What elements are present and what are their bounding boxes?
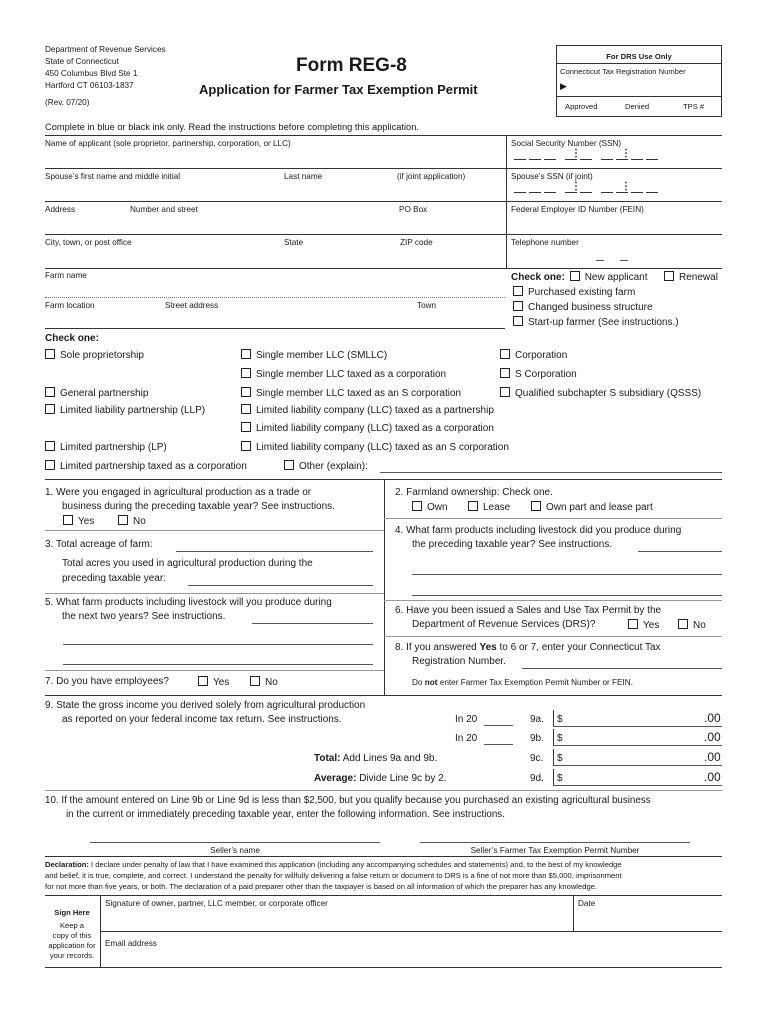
line-9c-dollar: $ <box>557 753 563 764</box>
smllc-checkbox[interactable] <box>241 349 251 359</box>
spouse-ssn-label: Spouse’s SSN (if joint) <box>511 172 593 181</box>
q10-text-b: in the current or immediately preceding taxable year, enter the following information. See instructions. <box>66 809 505 820</box>
q3-acreage-input[interactable] <box>176 551 373 552</box>
q1-no-option <box>118 515 146 527</box>
q7-no-checkbox[interactable] <box>250 676 260 686</box>
agency-name: Department of Revenue Services <box>45 45 166 54</box>
general-partnership-label: General partnership <box>60 388 149 399</box>
startup-checkbox[interactable] <box>513 316 523 326</box>
agency-state: State of Connecticut <box>45 57 119 66</box>
reg-number-label: Connecticut Tax Registration Number <box>560 67 686 76</box>
keep-copy-4: your records. <box>49 951 95 960</box>
q1-yes-option <box>63 515 94 527</box>
applicant-name-label: Name of applicant (sole proprietor, partnership, corporation, or LLC) <box>45 139 291 148</box>
q2-lease-option <box>468 501 510 513</box>
line-9d-dollar: $ <box>557 773 563 784</box>
line-9b-amount-input[interactable] <box>553 745 722 746</box>
q4-input-2[interactable] <box>412 574 722 575</box>
changed-option <box>513 301 653 313</box>
llc-corp-label: Limited liability company (LLC) taxed as a corporation <box>256 423 494 434</box>
line-9b-year-input[interactable] <box>484 744 513 745</box>
farm-name-label: Farm name <box>45 271 87 280</box>
tps-label: TPS # <box>683 102 705 111</box>
q6-no-checkbox[interactable] <box>678 619 688 629</box>
llc-partnership-checkbox[interactable] <box>241 404 251 414</box>
lp-checkbox[interactable] <box>45 441 55 451</box>
q8-text-pre: 8. If you answered <box>395 642 480 653</box>
signature-input[interactable] <box>101 910 572 930</box>
agency-address-2: Hartford CT 06103-1837 <box>45 81 134 90</box>
town-label: Town <box>417 301 437 310</box>
q3-text: 3. Total acreage of farm: <box>45 539 153 550</box>
q6-text-b: Department of Revenue Services (DRS)? <box>412 619 596 630</box>
q9-text-b: as reported on your federal income tax return. See instructions. <box>62 714 342 725</box>
q8-text-b: Registration Number. <box>412 656 506 667</box>
llp-checkbox[interactable] <box>45 404 55 414</box>
general-partnership-checkbox[interactable] <box>45 387 55 397</box>
ssn-label: Social Security Number (SSN) <box>511 139 622 148</box>
corporation-checkbox[interactable] <box>500 349 510 359</box>
q8-note-pre: Do <box>412 678 425 687</box>
q9-text-a: 9. State the gross income you derived solely from agricultural production <box>45 700 366 711</box>
q2-own-label: Own <box>427 502 448 513</box>
q2-text: 2. Farmland ownership: Check one. <box>395 487 553 498</box>
qsss-checkbox[interactable] <box>500 387 510 397</box>
signature-label: Signature of owner, partner, LLC member, or corporate officer <box>105 899 328 908</box>
s-corp-option <box>500 368 577 380</box>
q3-b-text-2: preceding taxable year: <box>62 573 166 584</box>
smllc-s-label: Single member LLC taxed as an S corporation <box>256 388 462 399</box>
q1-no-label: No <box>133 516 146 527</box>
q1-text-a: 1. Were you engaged in agricultural production as a trade or <box>45 487 312 498</box>
line-9b-label: 9b. <box>530 733 544 744</box>
zip-label: ZIP code <box>400 238 433 247</box>
smllc-option <box>241 349 387 361</box>
date-label: Date <box>578 899 596 908</box>
date-input[interactable] <box>574 910 721 930</box>
line-9b-dollar: $ <box>557 733 563 744</box>
q4-input-1[interactable] <box>638 551 722 552</box>
sole-prop-option <box>45 349 144 361</box>
declaration-text-1: I declare under penalty of law that I have examined this application (including any accompanying schedules and statements) and, to the best of my knowledge <box>88 860 622 869</box>
line-9c-text <box>314 753 437 764</box>
denied-label: Denied <box>625 102 650 111</box>
email-input[interactable] <box>101 948 721 966</box>
q1-yes-label: Yes <box>78 516 95 527</box>
llc-s-option <box>241 441 509 453</box>
lp-option <box>45 441 167 453</box>
startup-option <box>513 316 679 328</box>
street-address-label: Street address <box>165 301 219 310</box>
startup-label: Start-up farmer (See instructions.) <box>528 317 679 328</box>
keep-copy-3: application for <box>48 941 96 950</box>
agency-address-1: 450 Columbus Blvd Ste 1 <box>45 69 138 78</box>
smllc-label: Single member LLC (SMLLC) <box>256 350 388 361</box>
llc-s-label: Limited liability company (LLC) taxed as an S corporation <box>256 442 509 453</box>
q8-note-not: not <box>424 678 438 687</box>
q8-note-post: enter Farmer Tax Exemption Permit Number or FEIN. <box>437 678 633 687</box>
drs-use-box <box>556 45 722 117</box>
line-9a-label: 9a. <box>530 714 544 725</box>
q5-text-a: 5. What farm products including livestock will you produce during <box>45 597 332 608</box>
keep-copy-1: Keep a <box>59 921 85 930</box>
line-9c-cents: .00 <box>704 750 721 764</box>
purchased-option <box>513 286 635 298</box>
purchased-label: Purchased existing farm <box>528 287 636 298</box>
lp-corp-checkbox[interactable] <box>45 460 55 470</box>
farm-location-label: Farm location <box>45 301 95 310</box>
purchased-checkbox[interactable] <box>513 286 523 296</box>
q6-no-label: No <box>693 620 706 631</box>
general-partnership-option <box>45 387 148 399</box>
line-9d-amount-input[interactable] <box>553 785 722 786</box>
q7-yes-checkbox[interactable] <box>198 676 208 686</box>
address-label: Address <box>45 205 76 214</box>
q8-text-yes: Yes <box>479 642 497 653</box>
q1-text-b: business during the preceding taxable year? See instructions. <box>62 501 335 512</box>
other-label: Other (explain): <box>299 461 368 472</box>
smllc-s-checkbox[interactable] <box>241 387 251 397</box>
joint-application-label: (if joint application) <box>397 172 466 181</box>
form-title: Form REG-8 <box>296 55 407 76</box>
ssn-input[interactable] <box>514 152 661 163</box>
line-9c-label: 9c. <box>530 753 544 764</box>
line-9a-prefix: In 20 <box>455 714 478 725</box>
renewal-checkbox[interactable] <box>664 271 674 281</box>
sole-prop-checkbox[interactable] <box>45 349 55 359</box>
line-9a-year-input[interactable] <box>484 725 513 726</box>
q8-text-a <box>395 642 661 653</box>
q6-yes-label: Yes <box>643 620 660 631</box>
seller-permit-label: Seller’s Farmer Tax Exemption Permit Number <box>470 846 640 855</box>
q2-own-option <box>412 501 448 513</box>
lp-corp-option <box>45 460 247 472</box>
q7-yes-option <box>198 676 229 688</box>
email-label: Email address <box>105 939 157 948</box>
fein-label: Federal Employer ID Number (FEIN) <box>511 205 644 214</box>
q8-note <box>412 678 633 687</box>
q4-text-b: the preceding taxable year? See instructions. <box>412 539 613 550</box>
corporation-option <box>500 349 567 361</box>
line-9d-cents: .00 <box>704 770 721 784</box>
q2-lease-label: Lease <box>483 502 511 513</box>
other-option <box>284 460 368 472</box>
city-label: City, town, or post office <box>45 238 132 247</box>
keep-copy-2: copy of this <box>52 931 92 940</box>
llc-partnership-label: Limited liability company (LLC) taxed as a partnership <box>256 405 494 416</box>
line-9d-label: 9d. <box>530 773 544 784</box>
status-check-row <box>511 271 648 283</box>
changed-label: Changed business structure <box>528 302 653 313</box>
state-label: State <box>284 238 304 247</box>
q6-yes-option <box>628 619 659 631</box>
s-corp-label: S Corporation <box>515 369 577 380</box>
declaration-line-3: for not more than five years, or both. The declaration of a paid preparer other than the taxpayer is based on all information of which the preparer has any knowledge. <box>45 882 597 891</box>
q6-yes-checkbox[interactable] <box>628 619 638 629</box>
lp-corp-label: Limited partnership taxed as a corporation <box>60 461 247 472</box>
renewal-label: Renewal <box>679 272 718 283</box>
status-check-label: Check one: <box>511 272 565 283</box>
llc-s-checkbox[interactable] <box>241 441 251 451</box>
q5-input-1[interactable] <box>252 623 373 624</box>
line-9a-cents: .00 <box>704 711 721 725</box>
po-box-label: PO Box <box>399 205 428 214</box>
entity-check-label: Check one: <box>45 333 99 344</box>
arrow-icon: ▶ <box>560 81 567 91</box>
seller-name-label: Seller’s name <box>210 846 260 855</box>
q4-text-a: 4. What farm products including livestock did you produce during <box>395 525 682 536</box>
q7-no-option <box>250 676 278 688</box>
other-explain-input[interactable] <box>380 472 722 473</box>
q5-input-2[interactable] <box>63 644 373 645</box>
sole-prop-label: Sole proprietorship <box>60 350 144 361</box>
q3-acres-used-input[interactable] <box>188 585 373 586</box>
q5-input-3[interactable] <box>63 664 373 665</box>
q4-input-3[interactable] <box>412 595 722 596</box>
declaration-line-2: and belief, it is true, complete, and correct. I understand the penalty for willfully delivering a false return or document to DRS is a fine of not more than $5,000, imprisonment <box>45 871 622 880</box>
q10-text-a: 10. If the amount entered on Line 9b or Line 9d is less than $2,500, but you qualify because you purchased an existing agricultural business <box>45 795 651 806</box>
corporation-label: Corporation <box>515 350 568 361</box>
smllc-corp-option <box>241 368 446 380</box>
line-9c-amount-input[interactable] <box>553 765 722 766</box>
street-label: Number and street <box>130 205 198 214</box>
spouse-first-name-label: Spouse’s first name and middle initial <box>45 172 181 181</box>
llc-corp-checkbox[interactable] <box>241 422 251 432</box>
new-applicant-label: New applicant <box>584 272 648 283</box>
llc-corp-option <box>241 422 494 434</box>
line-9a-dollar: $ <box>557 714 563 725</box>
other-checkbox[interactable] <box>284 460 294 470</box>
new-applicant-checkbox[interactable] <box>570 271 580 281</box>
qsss-label: Qualified subchapter S subsidiary (QSSS) <box>515 388 702 399</box>
renewal-option <box>664 271 718 283</box>
line-9c-prefix: Add Lines 9a and 9b. <box>340 753 438 764</box>
approved-label: Approved <box>565 102 598 111</box>
q6-text-a: 6. Have you been issued a Sales and Use Tax Permit by the <box>395 605 662 616</box>
declaration-line-1 <box>45 860 622 869</box>
phone-label: Telephone number <box>511 238 579 247</box>
s-corp-checkbox[interactable] <box>500 368 510 378</box>
smllc-corp-checkbox[interactable] <box>241 368 251 378</box>
q5-text-b: the next two years? See instructions. <box>62 611 226 622</box>
q8-text-post: to 6 or 7, enter your Connecticut Tax <box>496 642 661 653</box>
q2-lease-checkbox[interactable] <box>468 501 478 511</box>
last-name-label: Last name <box>284 172 323 181</box>
q6-no-option <box>678 619 706 631</box>
smllc-corp-label: Single member LLC taxed as a corporation <box>256 369 447 380</box>
lp-label: Limited partnership (LP) <box>60 442 167 453</box>
line-9d-text <box>314 773 447 784</box>
seller-permit-input[interactable] <box>420 842 690 843</box>
q1-yes-checkbox[interactable] <box>63 515 73 525</box>
q3-b-text-1: Total acres you used in agricultural production during the <box>62 558 313 569</box>
line-9d-bold: Average: <box>314 773 357 784</box>
line-9d-prefix: Divide Line 9c by 2. <box>356 773 447 784</box>
declaration-label: Declaration: <box>45 860 89 869</box>
smllc-s-option <box>241 387 461 399</box>
instructions: Complete in blue or black ink only. Read the instructions before completing this application. <box>45 122 419 132</box>
q1-no-checkbox[interactable] <box>118 515 128 525</box>
form-subtitle: Application for Farmer Tax Exemption Permit <box>199 82 478 97</box>
q2-both-label: Own part and lease part <box>546 502 653 513</box>
seller-name-input[interactable] <box>90 842 380 843</box>
line-9b-prefix: In 20 <box>455 733 478 744</box>
drs-box-title: For DRS Use Only <box>606 52 672 61</box>
q2-both-checkbox[interactable] <box>531 501 541 511</box>
qsss-option <box>500 387 701 399</box>
revision-date: (Rev. 07/20) <box>45 98 90 107</box>
q7-yes-label: Yes <box>213 677 230 688</box>
line-9c-bold: Total: <box>314 753 341 764</box>
q2-own-checkbox[interactable] <box>412 501 422 511</box>
q2-both-option <box>531 501 653 513</box>
llc-partnership-option <box>241 404 494 416</box>
q8-registration-input[interactable] <box>522 668 722 669</box>
llp-label: Limited liability partnership (LLP) <box>60 405 206 416</box>
line-9b-cents: .00 <box>704 730 721 744</box>
spouse-ssn-input[interactable] <box>514 185 661 196</box>
q7-text: 7. Do you have employees? <box>45 676 169 687</box>
sign-here-label: Sign Here <box>54 908 90 917</box>
llp-option <box>45 404 205 416</box>
line-9a-amount-input[interactable] <box>553 726 722 727</box>
changed-checkbox[interactable] <box>513 301 523 311</box>
q7-no-label: No <box>265 677 278 688</box>
